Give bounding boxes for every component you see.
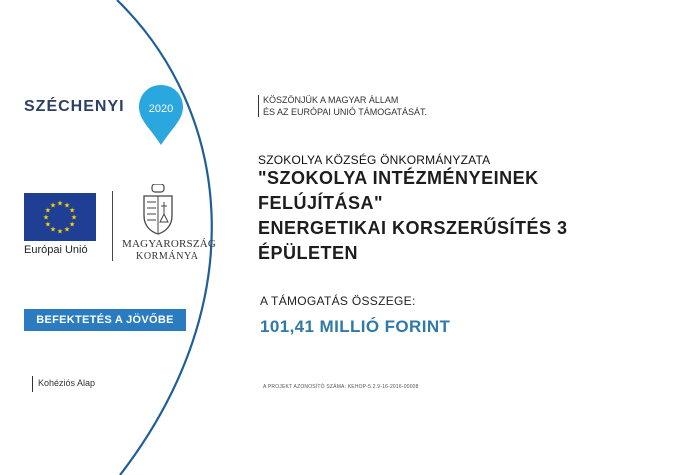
support-label: A TÁMOGATÁS ÖSSZEGE: [260,294,416,308]
fund-label: Kohéziós Alap [38,378,96,388]
thanks-line-2: ÉS AZ EURÓPAI UNIÓ TÁMOGATÁSÁT. [263,107,428,117]
eu-star-icon: ★ [70,214,78,222]
eu-star-icon: ★ [56,228,64,236]
eu-star-icon: ★ [68,207,76,215]
eu-star-icon: ★ [49,226,57,234]
eu-star-icon: ★ [49,202,57,210]
eu-star-icon: ★ [44,221,52,229]
fund-divider [32,376,33,392]
szechenyi-pin-icon [138,84,184,146]
thanks-text [263,94,427,118]
thanks-line-1: KÖSZÖNJÜK A MAGYAR ÁLLAM [263,95,399,105]
thanks-divider [258,95,259,117]
government-label-line2: KORMÁNYA [136,251,199,262]
invest-badge: BEFEKTETÉS A JÖVŐBE [24,309,186,331]
support-amount: 101,41 MILLIÓ FORINT [260,317,451,336]
beneficiary: SZOKOLYA KÖZSÉG ÖNKORMÁNYZATA [258,153,491,167]
project-id: A PROJEKT AZONOSÍTÓ SZÁMA: KEHOP-5.2.9-16-2016-00008 [263,384,419,390]
eu-star-icon: ★ [56,200,64,208]
logo-divider [112,191,113,261]
project-title-line: ÉPÜLETEN [258,243,359,263]
project-title [258,166,658,266]
government-label-line1: MAGYARORSZÁG [122,238,217,250]
eu-label: Európai Unió [24,244,88,256]
project-title-line: FELÚJÍTÁSA" [258,193,384,213]
eu-star-icon: ★ [63,202,71,210]
project-title-line: ENERGETIKAI KORSZERŰSÍTÉS 3 [258,218,568,238]
eu-flag-icon [24,193,96,241]
eu-star-icon: ★ [63,226,71,234]
szechenyi-wordmark: SZÉCHENYI [24,98,125,115]
eu-star-icon: ★ [44,207,52,215]
hungary-crest-icon [138,184,178,236]
szechenyi-year: 2020 [148,103,174,115]
eu-star-icon: ★ [42,214,50,222]
eu-star-icon: ★ [68,221,76,229]
project-title-line: "SZOKOLYA INTÉZMÉNYEINEK [258,168,539,188]
